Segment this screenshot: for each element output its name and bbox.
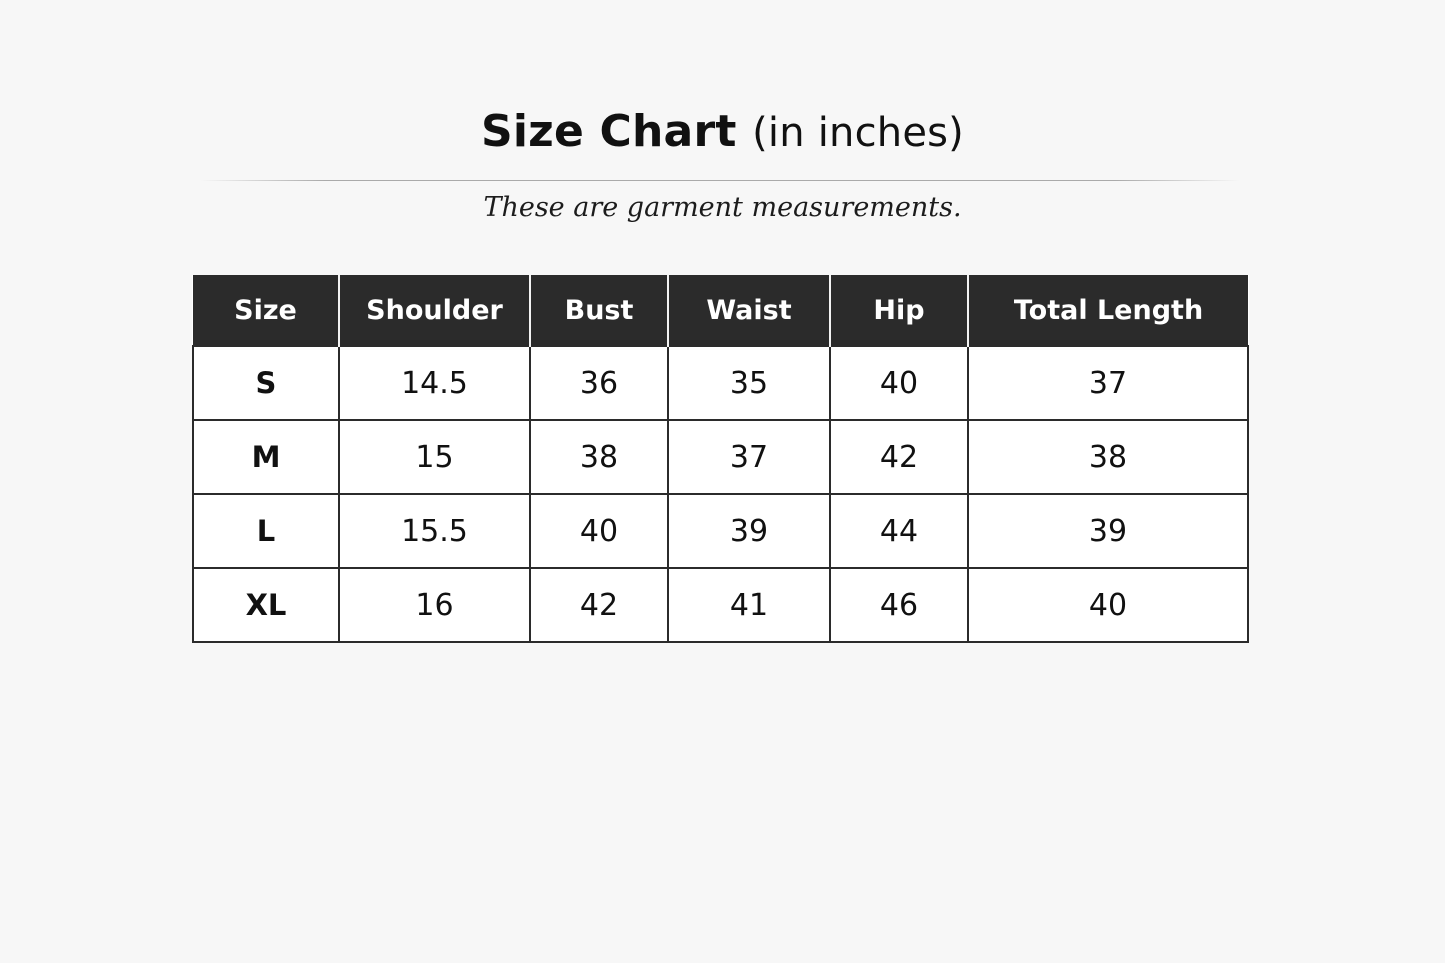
table-header bbox=[193, 275, 1248, 346]
column-header-shoulder: Shoulder bbox=[339, 275, 530, 346]
cell-shoulder: 16 bbox=[339, 568, 530, 642]
title-block bbox=[0, 108, 1445, 156]
table-body bbox=[193, 346, 1248, 642]
table-row bbox=[193, 346, 1248, 420]
size-chart-table-wrapper bbox=[192, 275, 1247, 643]
cell-bust: 40 bbox=[530, 494, 668, 568]
table-row bbox=[193, 568, 1248, 642]
cell-hip: 46 bbox=[830, 568, 968, 642]
cell-shoulder: 14.5 bbox=[339, 346, 530, 420]
cell-hip: 40 bbox=[830, 346, 968, 420]
cell-size: L bbox=[193, 494, 339, 568]
column-header-waist: Waist bbox=[668, 275, 830, 346]
page-subtitle: These are garment measurements. bbox=[483, 192, 962, 223]
cell-waist: 41 bbox=[668, 568, 830, 642]
cell-total-length: 38 bbox=[968, 420, 1248, 494]
cell-waist: 35 bbox=[668, 346, 830, 420]
cell-bust: 38 bbox=[530, 420, 668, 494]
cell-bust: 36 bbox=[530, 346, 668, 420]
column-header-size: Size bbox=[193, 275, 339, 346]
table-row bbox=[193, 420, 1248, 494]
cell-total-length: 39 bbox=[968, 494, 1248, 568]
cell-shoulder: 15.5 bbox=[339, 494, 530, 568]
cell-size: S bbox=[193, 346, 339, 420]
cell-total-length: 40 bbox=[968, 568, 1248, 642]
column-header-total-length: Total Length bbox=[968, 275, 1248, 346]
cell-waist: 37 bbox=[668, 420, 830, 494]
table-header-row bbox=[193, 275, 1248, 346]
cell-shoulder: 15 bbox=[339, 420, 530, 494]
table-row bbox=[193, 494, 1248, 568]
page-title bbox=[0, 108, 1445, 156]
cell-bust: 42 bbox=[530, 568, 668, 642]
cell-size: M bbox=[193, 420, 339, 494]
page-title-units: (in inches) bbox=[752, 110, 964, 156]
size-chart-table bbox=[192, 275, 1249, 643]
column-header-hip: Hip bbox=[830, 275, 968, 346]
divider bbox=[200, 180, 1240, 181]
cell-hip: 42 bbox=[830, 420, 968, 494]
page-title-main: Size Chart bbox=[481, 106, 737, 157]
cell-total-length: 37 bbox=[968, 346, 1248, 420]
cell-waist: 39 bbox=[668, 494, 830, 568]
column-header-bust: Bust bbox=[530, 275, 668, 346]
cell-size: XL bbox=[193, 568, 339, 642]
cell-hip: 44 bbox=[830, 494, 968, 568]
